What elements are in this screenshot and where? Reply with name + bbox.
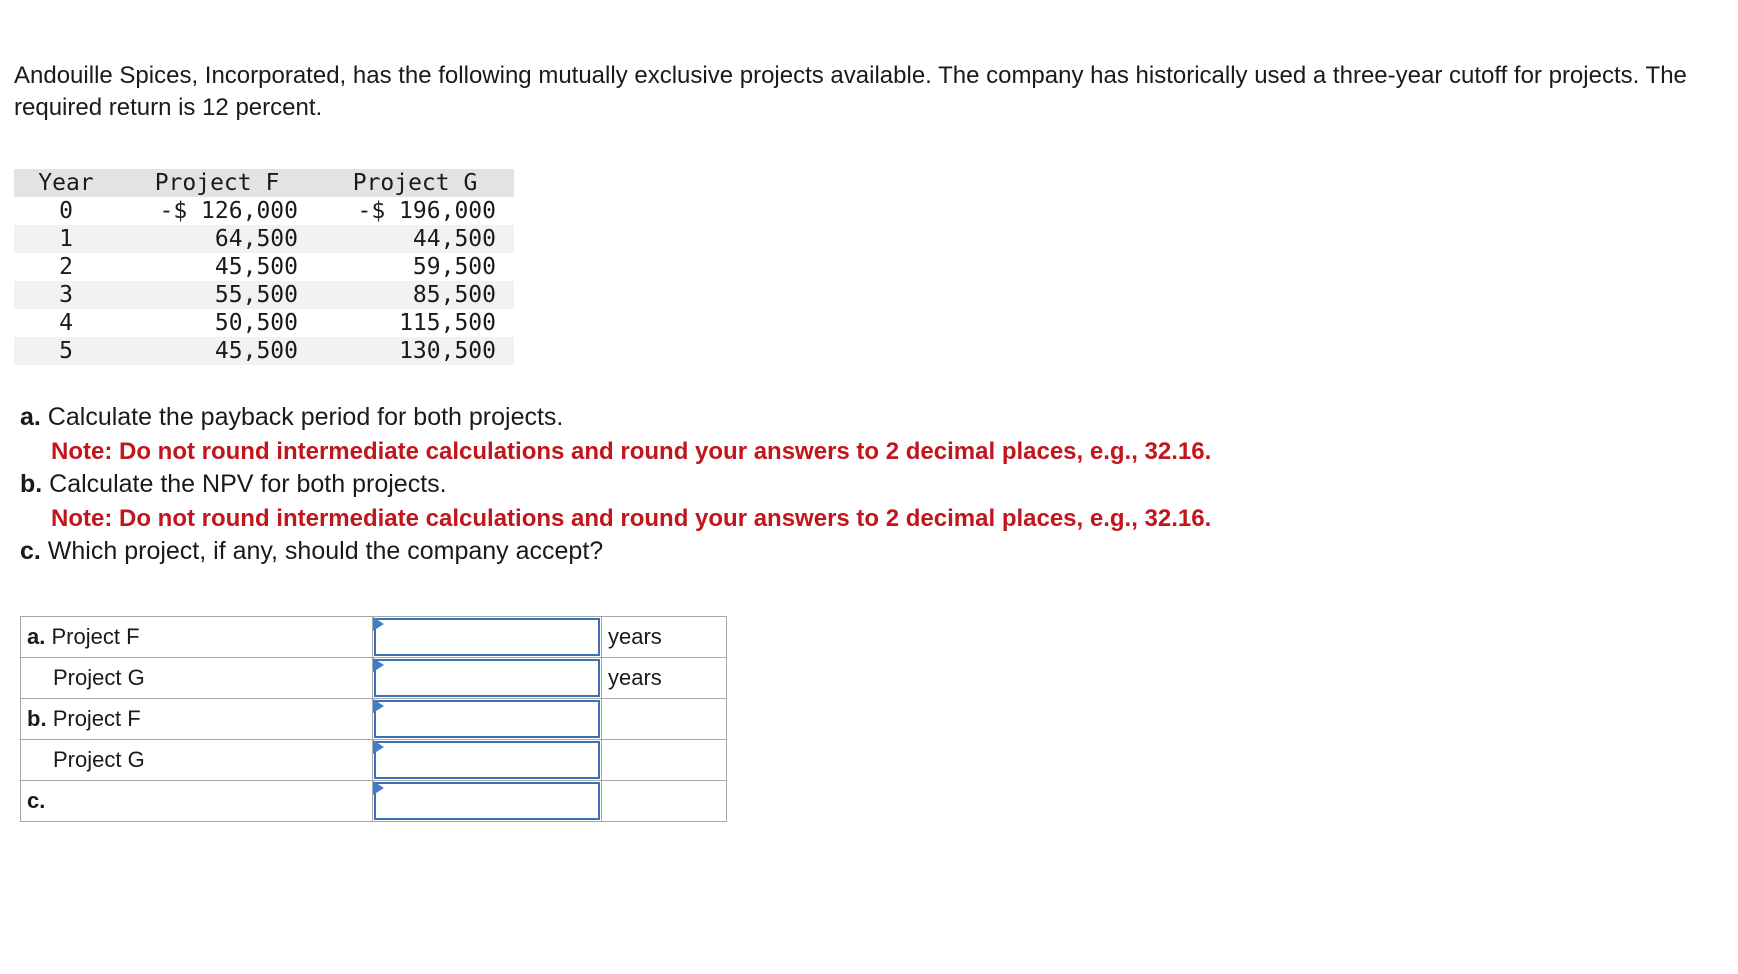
year-cell: 4 bbox=[59, 310, 73, 336]
flag-icon bbox=[373, 617, 384, 631]
cash-flow-table bbox=[14, 169, 514, 365]
project-f-cell: 50,500 bbox=[214, 310, 298, 336]
question-c: c. Which project, if any, should the company accept? bbox=[20, 537, 604, 565]
question-a-note: Note: Do not round intermediate calculations and round your answers to 2 decimal places, e.g., 32.16. bbox=[51, 437, 1212, 465]
answer-label: Project G bbox=[21, 658, 373, 699]
problem-statement: Andouille Spices, Incorporated, has the following mutually exclusive projects available. The company has historically used a three-year cutoff for projects. The required return is 12 percent. bbox=[14, 62, 1687, 121]
project-choice-select[interactable] bbox=[374, 782, 600, 820]
question-b: b. Calculate the NPV for both projects. bbox=[20, 470, 447, 498]
project-f-cell: 55,500 bbox=[214, 282, 298, 308]
year-cell: 5 bbox=[59, 338, 73, 364]
answer-row-a-project-g bbox=[21, 658, 727, 699]
question-b-note: Note: Do not round intermediate calculations and round your answers to 2 decimal places, e.g., 32.16. bbox=[51, 504, 1212, 532]
answer-label: Project G bbox=[21, 740, 373, 781]
table-row bbox=[14, 337, 514, 365]
answer-table bbox=[20, 616, 727, 822]
payback-project-f-input[interactable] bbox=[374, 618, 600, 656]
year-cell: 3 bbox=[59, 282, 73, 308]
table-header-row bbox=[14, 169, 514, 197]
unit-label bbox=[602, 781, 727, 822]
year-cell: 1 bbox=[59, 226, 73, 252]
answer-row-a-project-f bbox=[21, 617, 727, 658]
header-project-f: Project F bbox=[154, 170, 280, 196]
answer-label: b. Project F bbox=[21, 699, 373, 740]
answer-label: c. bbox=[21, 781, 373, 822]
answer-row-c bbox=[21, 781, 727, 822]
project-g-cell: 115,500 bbox=[399, 310, 496, 336]
table-row bbox=[14, 197, 514, 225]
header-year: Year bbox=[38, 170, 94, 196]
answer-row-b-project-f bbox=[21, 699, 727, 740]
project-f-cell: 64,500 bbox=[214, 226, 298, 252]
unit-label bbox=[602, 740, 727, 781]
project-f-cell: 45,500 bbox=[214, 338, 298, 364]
year-cell: 0 bbox=[59, 198, 73, 224]
npv-project-g-input[interactable] bbox=[374, 741, 600, 779]
project-f-cell: 45,500 bbox=[214, 254, 298, 280]
npv-project-f-input[interactable] bbox=[374, 700, 600, 738]
question-list bbox=[20, 401, 1720, 569]
project-g-cell: 85,500 bbox=[412, 282, 496, 308]
unit-label: years bbox=[602, 617, 727, 658]
payback-project-g-input[interactable] bbox=[374, 659, 600, 697]
table-row bbox=[14, 309, 514, 337]
unit-label: years bbox=[602, 658, 727, 699]
unit-label bbox=[602, 699, 727, 740]
flag-icon bbox=[373, 781, 384, 795]
project-f-cell: -$ 126,000 bbox=[159, 198, 298, 224]
flag-icon bbox=[373, 740, 384, 754]
answer-label: a. Project F bbox=[21, 617, 373, 658]
flag-icon bbox=[373, 658, 384, 672]
project-g-cell: 130,500 bbox=[399, 338, 496, 364]
year-cell: 2 bbox=[59, 254, 73, 280]
flag-icon bbox=[373, 699, 384, 713]
project-g-cell: 59,500 bbox=[412, 254, 496, 280]
header-project-g: Project G bbox=[352, 170, 478, 196]
project-g-cell: 44,500 bbox=[412, 226, 496, 252]
project-g-cell: -$ 196,000 bbox=[357, 198, 496, 224]
question-a: a. Calculate the payback period for both projects. bbox=[20, 403, 564, 431]
answer-row-b-project-g bbox=[21, 740, 727, 781]
table-row bbox=[14, 281, 514, 309]
table-row bbox=[14, 253, 514, 281]
table-row bbox=[14, 225, 514, 253]
